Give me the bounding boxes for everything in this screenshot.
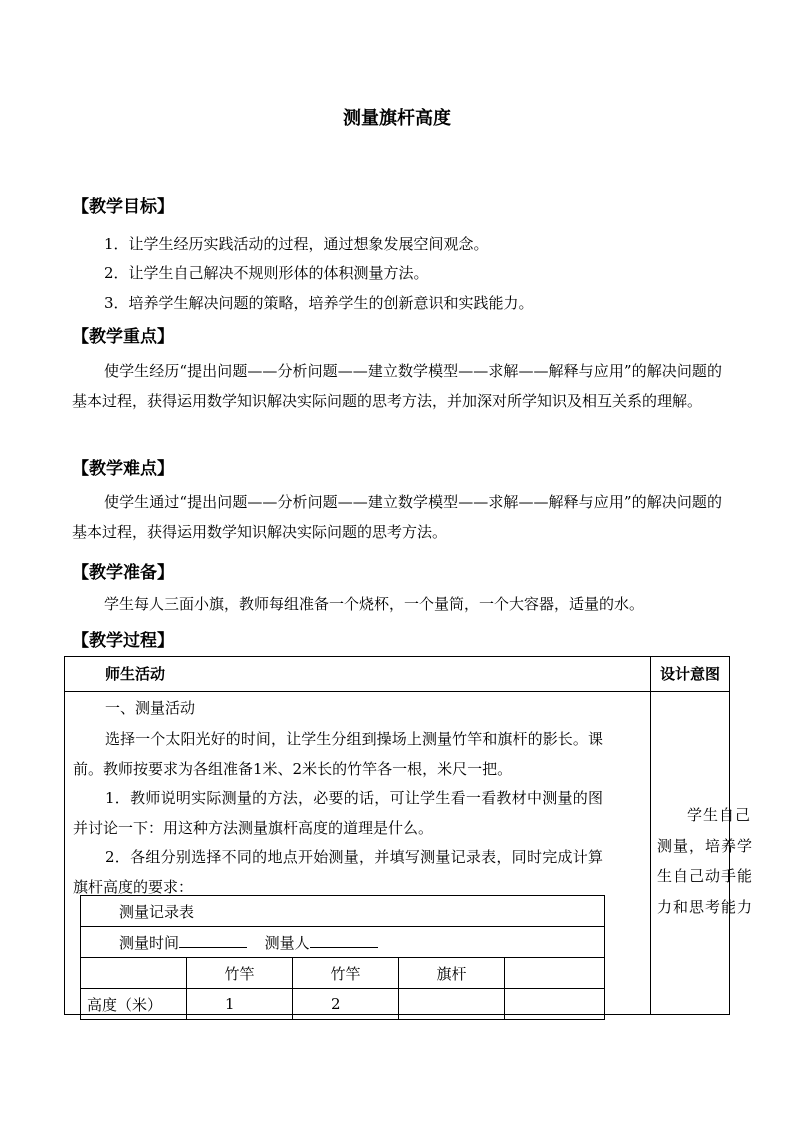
record-meta-row xyxy=(81,927,605,958)
objective-item: 3．培养学生解决问题的策略，培养学生的创新意识和实践能力。 xyxy=(104,294,534,312)
objective-item: 2．让学生自己解决不规则形体的体积测量方法。 xyxy=(104,264,429,282)
process-heading: 【教学过程】 xyxy=(72,631,174,651)
difficulties-text: 使学生通过“提出问题——分析问题——建立数学模型——求解——解释与应用”的解决问题的基本过程，获得运用数学知识解决实际问题的思考方法。 xyxy=(72,493,722,541)
activity-paragraph: 1．教师说明实际测量的方法，必要的话，可让学生看一看教材中测量的图并讨论一下：用这种方法测量旗杆高度的道理是什么。 xyxy=(73,789,603,837)
record-row-label: 高度（米） xyxy=(81,989,187,1020)
preparation-text: 学生每人三面小旗，教师每组准备一个烧杯，一个量筒，一个大容器，适量的水。 xyxy=(104,595,645,613)
measure-time-blank xyxy=(179,933,247,948)
key-points-text: 使学生经历“提出问题——分析问题——建立数学模型——求解——解释与应用”的解决问题的基本过程，获得运用数学知识解决实际问题的思考方法，并加深对所学知识及相互关系的理解。 xyxy=(72,362,722,410)
col-activity-header: 师生活动 xyxy=(65,657,651,692)
record-cell xyxy=(505,989,605,1020)
intent-text: 学生自己测量，培养学生自己动手能力和思考能力 xyxy=(657,806,754,916)
record-table-title: 测量记录表 xyxy=(81,896,605,927)
difficulties-heading: 【教学难点】 xyxy=(72,459,174,479)
objective-item: 1．让学生经历实践活动的过程，通过想象发展空间观念。 xyxy=(104,235,489,253)
objectives-heading: 【教学目标】 xyxy=(72,197,174,217)
record-cell: 2 xyxy=(293,989,399,1020)
record-table xyxy=(80,895,605,1020)
activity-paragraph: 2．各组分别选择不同的地点开始测量，并填写测量记录表，同时完成计算旗杆高度的要求： xyxy=(73,848,603,896)
activity-paragraph: 选择一个太阳光好的时间，让学生分组到操场上测量竹竿和旗杆的影长。课前。教师按要求为各组准备1米、2米长的竹竿各一根，米尺一把。 xyxy=(73,730,603,778)
col-intent-header: 设计意图 xyxy=(651,657,730,692)
record-header-cell xyxy=(505,958,605,989)
record-cell: 1 xyxy=(187,989,293,1020)
measurer-label: 测量人 xyxy=(264,933,310,952)
measure-time-label: 测量时间 xyxy=(119,933,180,952)
record-header-cell: 旗杆 xyxy=(399,958,505,989)
key-points-heading: 【教学重点】 xyxy=(72,327,174,347)
section-title: 一、测量活动 xyxy=(105,699,196,717)
record-header-cell: 竹竿 xyxy=(293,958,399,989)
preparation-heading: 【教学准备】 xyxy=(72,563,174,583)
activity-cell xyxy=(65,692,651,1015)
page-title: 测量旗杆高度 xyxy=(343,108,451,129)
measurer-blank xyxy=(310,933,378,948)
record-header-cell xyxy=(81,958,187,989)
intent-cell xyxy=(651,692,754,1015)
process-table xyxy=(64,656,754,1015)
record-header-cell: 竹竿 xyxy=(187,958,293,989)
record-cell xyxy=(399,989,505,1020)
